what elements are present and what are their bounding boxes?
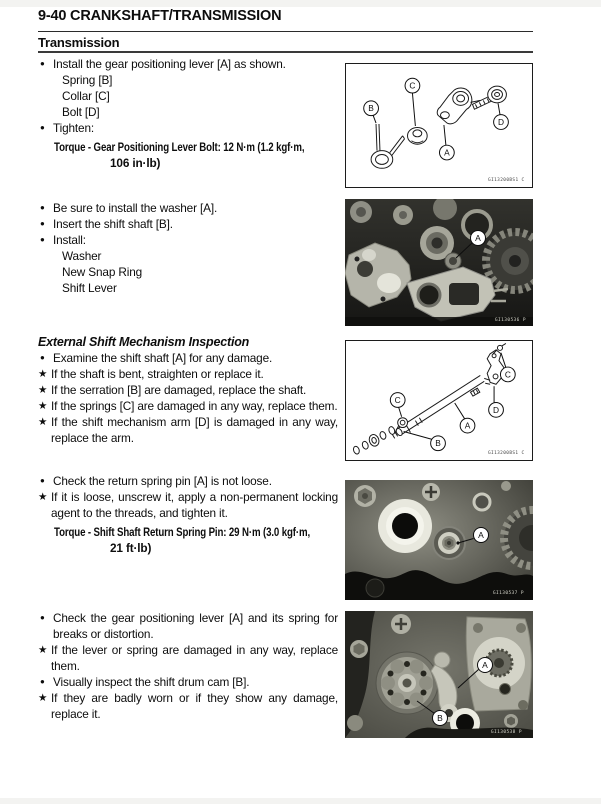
torque-line2: 21 ft·lb) (110, 541, 152, 555)
section-rule (38, 51, 533, 53)
bullet-icon: ● (40, 476, 45, 485)
bullet-icon: ● (40, 219, 45, 228)
list-item (38, 366, 338, 382)
subitem-text: New Snap Ring (62, 265, 143, 279)
svg-text:B: B (435, 438, 441, 449)
list-item (38, 473, 338, 489)
figure-lever-cam-photo (345, 611, 533, 738)
list-item-text: Check the return spring pin [A] is not loose. (53, 474, 272, 488)
lever-cam-photo (345, 611, 533, 738)
star-icon: ★ (38, 384, 48, 396)
figure-code: GI130537 P (492, 591, 524, 596)
svg-text:C: C (504, 369, 511, 380)
list-item (38, 200, 338, 216)
list-item-text: If the springs [C] are damaged in any way, replace them. (51, 399, 338, 413)
svg-text:A: A (444, 147, 450, 158)
list-item (38, 674, 338, 690)
list-subitem (38, 104, 338, 120)
svg-text:A: A (464, 420, 471, 431)
list-item-text: If the shift mechanism arm [D] is damaged in any way, replace the arm. (51, 415, 338, 445)
inspection-block (38, 334, 338, 446)
list-item (38, 232, 338, 248)
svg-text:A: A (478, 530, 484, 540)
figure-label-d (489, 386, 504, 417)
torque-line1: Torque - Gear Positioning Lever Bolt: 12 N·m (1.2 kgf·m, (54, 140, 305, 154)
list-item (38, 120, 338, 136)
list-item-text: If the shaft is bent, straighten or replace it. (51, 367, 264, 381)
figure-label-b (364, 101, 379, 123)
list-subitem (38, 280, 338, 296)
subitem-text: Shift Lever (62, 281, 117, 295)
return-pin-photo (345, 480, 533, 600)
figure-code: GI13200BS1 C (487, 451, 525, 457)
svg-text:C: C (409, 80, 416, 91)
inspection-heading: External Shift Mechanism Inspection (38, 335, 250, 349)
figure-label-d (494, 103, 509, 129)
figure-label-b (404, 431, 446, 450)
bullet-icon: ● (40, 235, 45, 244)
washer-shaft-block (38, 200, 338, 296)
engine-gear (504, 510, 533, 566)
bullet-icon: ● (40, 59, 45, 68)
list-item (38, 690, 338, 722)
list-subitem (38, 248, 338, 264)
figure-code: GI130538 P (490, 730, 522, 735)
star-icon: ★ (38, 491, 48, 503)
bullet-icon: ● (40, 677, 45, 686)
list-item (38, 382, 338, 398)
list-item (38, 489, 338, 521)
list-item-text: If it is loose, unscrew it, apply a non-permanent locking agent to the threads, and tighten it. (51, 490, 338, 520)
header-rule (38, 31, 533, 32)
list-item-text: Install the gear positioning lever [A] as shown. (53, 57, 286, 71)
svg-text:A: A (475, 233, 481, 243)
spring-drawing (371, 124, 404, 168)
torque-line1: Torque - Shift Shaft Return Spring Pin: 29 N·m (3.0 kgf·m, (54, 525, 311, 539)
list-item-text: Be sure to install the washer [A]. (53, 201, 218, 215)
list-item-text: If they are badly worn or if they show any damage, replace it. (51, 691, 338, 721)
lever-check-block (38, 610, 338, 722)
shift-shaft-illustration (346, 341, 532, 460)
subitem-text: Washer (62, 249, 102, 263)
svg-text:A: A (482, 660, 488, 670)
washer-photo (345, 199, 533, 326)
shift-drum-cam (376, 652, 438, 714)
list-item-text: Visually inspect the shift drum cam [B]. (53, 675, 250, 689)
svg-text:B: B (437, 713, 443, 723)
list-item-text: Insert the shift shaft [B]. (53, 217, 173, 231)
install-lever-block (38, 56, 338, 171)
top-edge (0, 0, 601, 7)
bearing-plate-right (466, 617, 531, 711)
list-item (38, 610, 338, 642)
list-item-text: Tighten: (53, 121, 94, 135)
star-icon: ★ (38, 400, 48, 412)
list-item (38, 642, 338, 674)
return-spring-pin-block (38, 473, 338, 556)
figure-label-a (439, 125, 454, 160)
list-subitem (38, 72, 338, 88)
figure-label-c-left (390, 393, 405, 417)
bearing-hole (378, 499, 432, 553)
list-item-text: Check the gear positioning lever [A] and its spring for breaks or distortion. (53, 611, 338, 641)
list-item (38, 216, 338, 232)
svg-text:D: D (497, 117, 505, 128)
return-spring-pin (433, 527, 465, 559)
star-icon: ★ (38, 644, 48, 656)
list-subitem (38, 264, 338, 280)
subitem-text: Bolt [D] (62, 105, 100, 119)
list-item (38, 414, 338, 446)
star-icon: ★ (38, 692, 48, 704)
collar-drawing (408, 127, 428, 144)
bullet-icon: ● (40, 353, 45, 362)
list-item-text: Install: (53, 233, 86, 247)
list-item (38, 56, 338, 72)
bullet-icon: ● (40, 613, 45, 622)
list-item-text: If the serration [B] are damaged, replace the shaft. (51, 383, 307, 397)
bullet-icon: ● (40, 203, 45, 212)
torque-spec (38, 139, 338, 171)
list-item (38, 398, 338, 414)
figure-washer-photo (345, 199, 533, 326)
bottom-edge (0, 798, 601, 804)
list-item-text: Examine the shift shaft [A] for any damage. (53, 351, 273, 365)
bullet-icon: ● (40, 123, 45, 132)
svg-text:D: D (493, 404, 500, 415)
section-title: Transmission (38, 35, 120, 50)
svg-text:C: C (394, 394, 401, 405)
list-item (38, 350, 338, 366)
washers-drawing (352, 426, 395, 455)
torque-line2: 106 in·lb) (110, 156, 161, 170)
torque-spec (38, 524, 338, 556)
figure-return-pin-photo (345, 480, 533, 600)
list-item-text: If the lever or spring are damaged in any way, replace them. (51, 643, 338, 673)
bolt-drawing (472, 86, 506, 109)
figure-shift-shaft-drawing (345, 340, 533, 461)
subitem-text: Spring [B] (62, 73, 113, 87)
figure-label-c (405, 78, 420, 126)
figure-lever-parts-drawing (345, 63, 533, 188)
figure-code: GI130536 P (494, 318, 526, 323)
lever-parts-illustration (346, 64, 532, 187)
svg-text:B: B (368, 103, 374, 114)
star-icon: ★ (38, 368, 48, 380)
subitem-text: Collar [C] (62, 89, 110, 103)
page-title: 9-40 CRANKSHAFT/TRANSMISSION (38, 8, 282, 24)
figure-label-a (455, 403, 475, 433)
star-icon: ★ (38, 416, 48, 428)
list-subitem (38, 88, 338, 104)
figure-code: GI13200BS1 C (488, 178, 525, 184)
